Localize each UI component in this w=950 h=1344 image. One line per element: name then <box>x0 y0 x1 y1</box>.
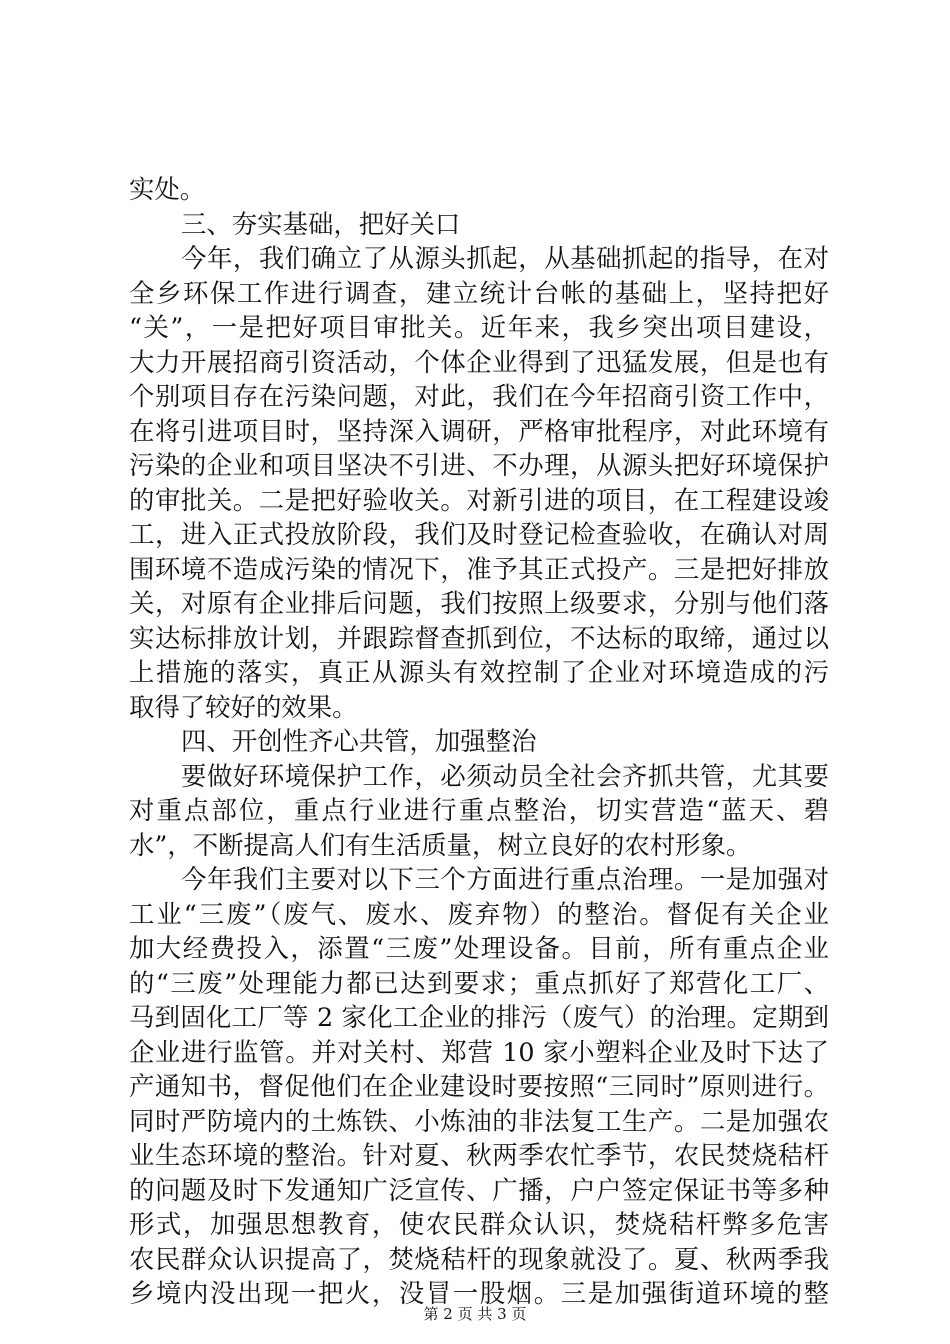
text-line: 上措施的落实，真正从源头有效控制了企业对环境造成的污 <box>129 657 829 687</box>
text-line: 在将引进项目时，坚持深入调研，严格审批程序，对此环境有 <box>129 415 829 446</box>
text-line: 加大经费投入，添置“三废”处理设备。目前，所有重点企业 <box>129 933 829 963</box>
text-line: 污染的企业和项目坚决不引进、不办理，从源头把好环境保护 <box>129 450 829 480</box>
text-line: 马到固化工厂等 2 家化工企业的排污（废气）的治理。定期到 <box>129 1002 829 1032</box>
text-line: 三、夯实基础，把好关口 <box>181 208 461 239</box>
text-line: 围环境不造成污染的情况下，准予其正式投产。三是把好排放 <box>129 553 829 584</box>
text-line: 工业“三废”（废气、废水、废弃物）的整治。督促有关企业 <box>129 898 829 929</box>
text-line: 四、开创性齐心共管，加强整治 <box>181 726 537 756</box>
text-line: 实达标排放计划，并跟踪督查抓到位，不达标的取缔，通过以 <box>129 622 829 653</box>
text-line: 同时严防境内的土炼铁、小炼油的非法复工生产。二是加强农 <box>129 1105 829 1136</box>
text-line: 业生态环境的整治。针对夏、秋两季农忙季节，农民焚烧秸杆 <box>129 1140 829 1170</box>
text-line: “关”，一是把好项目审批关。近年来，我乡突出项目建设， <box>129 312 829 342</box>
text-line: 企业进行监管。并对关村、郑营 10 家小塑料企业及时下达了 <box>129 1036 829 1067</box>
text-line: 全乡环保工作进行调查，建立统计台帐的基础上，坚持把好 <box>129 277 829 308</box>
text-line: 水”，不断提高人们有生活质量，树立良好的农村形象。 <box>129 829 752 860</box>
page-footer: 第 2 页 共 3 页 <box>423 1305 527 1323</box>
text-line: 关，对原有企业排后问题，我们按照上级要求，分别与他们落 <box>129 588 829 618</box>
text-line: 实处。 <box>129 174 206 204</box>
text-line: 的审批关。二是把好验收关。对新引进的项目，在工程建设竣 <box>129 484 829 515</box>
text-line: 今年，我们确立了从源头抓起，从基础抓起的指导，在对 <box>181 243 829 273</box>
text-line: 工，进入正式投放阶段，我们及时登记检查验收，在确认对周 <box>129 519 829 549</box>
text-line: 农民群众认识提高了，焚烧秸杆的现象就没了。夏、秋两季我 <box>129 1243 829 1274</box>
text-line: 取得了较好的效果。 <box>129 691 358 722</box>
text-line: 对重点部位，重点行业进行重点整治，切实营造“蓝天、碧 <box>129 795 829 825</box>
document-body <box>129 172 829 1311</box>
text-line: 形式，加强思想教育，使农民群众认识，焚烧秸杆弊多危害 <box>129 1209 829 1239</box>
text-line: 今年我们主要对以下三个方面进行重点治理。一是加强对 <box>181 864 829 894</box>
text-line: 大力开展招商引资活动，个体企业得到了迅猛发展，但是也有 <box>129 346 829 377</box>
text-line: 的问题及时下发通知广泛宣传、广播，户户签定保证书等多种 <box>129 1174 829 1205</box>
text-line: 的“三废”处理能力都已达到要求；重点抓好了郑营化工厂、 <box>129 967 829 998</box>
text-line: 个别项目存在污染问题，对此，我们在今年招商引资工作中， <box>129 381 829 411</box>
text-line: 乡境内没出现一把火，没冒一股烟。三是加强街道环境的整 <box>129 1278 829 1308</box>
text-line: 产通知书，督促他们在企业建设时要按照“三同时”原则进行。 <box>129 1071 829 1101</box>
text-line: 要做好环境保护工作，必须动员全社会齐抓共管，尤其要 <box>181 760 829 791</box>
